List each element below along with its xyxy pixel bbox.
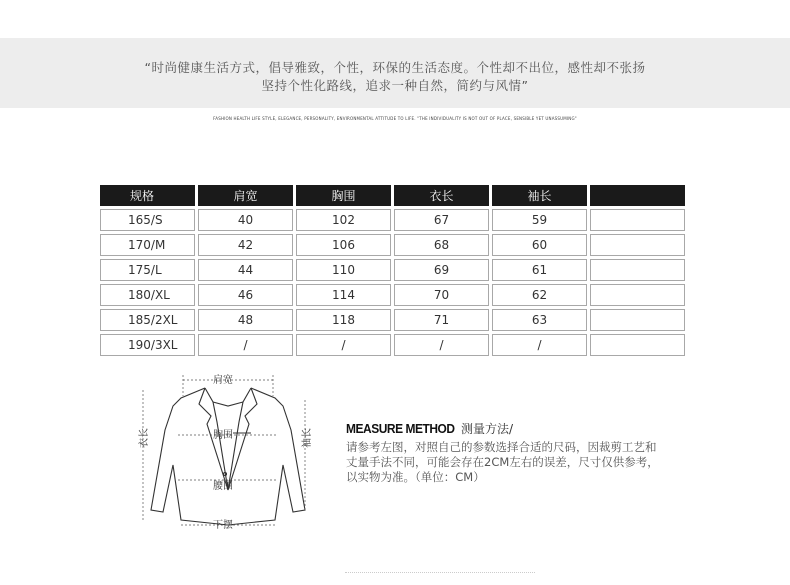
size-chart-header-row <box>100 185 685 206</box>
table-row <box>100 259 685 281</box>
cell-size: 180/XL <box>100 284 195 306</box>
cell-empty <box>590 234 685 256</box>
diagram-label-chest: 胸围 <box>213 430 233 441</box>
measure-desc-line-1: 请参考左图，对照自己的参数选择合适的尺码，因裁剪工艺和 <box>346 440 657 454</box>
diagram-label-length: 衣长 <box>139 428 150 448</box>
cell-length: / <box>394 334 489 356</box>
cell-size: 185/2XL <box>100 309 195 331</box>
cell-size: 170/M <box>100 234 195 256</box>
table-row <box>100 284 685 306</box>
english-tagline: FASHION HEALTH LIFE STYLE, ELEGANCE, PERSONALITY, ENVIRONMENTAL ATTITUDE TO LIFE. "THE INDIVIDUALITY IS NOT OUT OF PLACE, SENSIBLE YET UNASSUMING" <box>213 116 577 121</box>
cell-chest: 114 <box>296 284 391 306</box>
diagram-label-shoulder: 肩宽 <box>213 375 233 386</box>
cell-shoulder: 42 <box>198 234 293 256</box>
measure-method-title-en: MEASURE METHOD <box>346 421 455 436</box>
cell-shoulder: 46 <box>198 284 293 306</box>
measure-method-title <box>346 418 513 437</box>
cell-chest: 106 <box>296 234 391 256</box>
cell-chest: 110 <box>296 259 391 281</box>
cell-empty <box>590 284 685 306</box>
cell-length: 67 <box>394 209 489 231</box>
cell-sleeve: 63 <box>492 309 587 331</box>
cell-length: 68 <box>394 234 489 256</box>
cell-sleeve: 61 <box>492 259 587 281</box>
diagram-label-sleeve: 袖长 <box>302 428 313 448</box>
table-row <box>100 209 685 231</box>
cell-length: 70 <box>394 284 489 306</box>
cell-size: 175/L <box>100 259 195 281</box>
table-row <box>100 234 685 256</box>
cell-empty <box>590 259 685 281</box>
header-size: 规格 <box>100 185 195 206</box>
cell-sleeve: / <box>492 334 587 356</box>
cell-chest: 118 <box>296 309 391 331</box>
cell-length: 71 <box>394 309 489 331</box>
table-row <box>100 334 685 356</box>
header-empty <box>590 185 685 206</box>
cell-chest: 102 <box>296 209 391 231</box>
measure-desc-line-2: 丈量手法不同，可能会存在2CM左右的误差，尺寸仅供参考， <box>346 455 659 469</box>
cell-shoulder: / <box>198 334 293 356</box>
cell-chest: / <box>296 334 391 356</box>
cell-shoulder: 48 <box>198 309 293 331</box>
cell-size: 165/S <box>100 209 195 231</box>
cell-size: 190/3XL <box>100 334 195 356</box>
cell-sleeve: 62 <box>492 284 587 306</box>
cell-sleeve: 59 <box>492 209 587 231</box>
header-shoulder: 肩宽 <box>198 185 293 206</box>
slogan-line-2: 坚持个性化路线，追求一种自然，简约与风情” <box>261 78 529 93</box>
diagram-label-waist: 腰围 <box>213 481 233 492</box>
table-row <box>100 309 685 331</box>
header-chest: 胸围 <box>296 185 391 206</box>
measure-method-description <box>346 440 661 485</box>
cell-empty <box>590 209 685 231</box>
header-length: 衣长 <box>394 185 489 206</box>
measure-desc-line-3: 以实物为准。（单位：CM） <box>346 470 485 484</box>
header-sleeve: 袖长 <box>492 185 587 206</box>
diagram-label-hem: 下摆 <box>213 520 233 531</box>
jacket-measurement-diagram <box>133 370 323 535</box>
bottom-divider <box>345 572 535 574</box>
size-chart-table <box>97 182 688 359</box>
cell-empty <box>590 309 685 331</box>
slogan-line-1: “时尚健康生活方式，倡导雅致，个性，环保的生活态度。个性却不出位，感性却不张扬 <box>144 60 646 75</box>
cell-length: 69 <box>394 259 489 281</box>
cell-empty <box>590 334 685 356</box>
cell-shoulder: 40 <box>198 209 293 231</box>
measure-method-title-cn: 测量方法/ <box>461 422 514 436</box>
cell-shoulder: 44 <box>198 259 293 281</box>
cell-sleeve: 60 <box>492 234 587 256</box>
